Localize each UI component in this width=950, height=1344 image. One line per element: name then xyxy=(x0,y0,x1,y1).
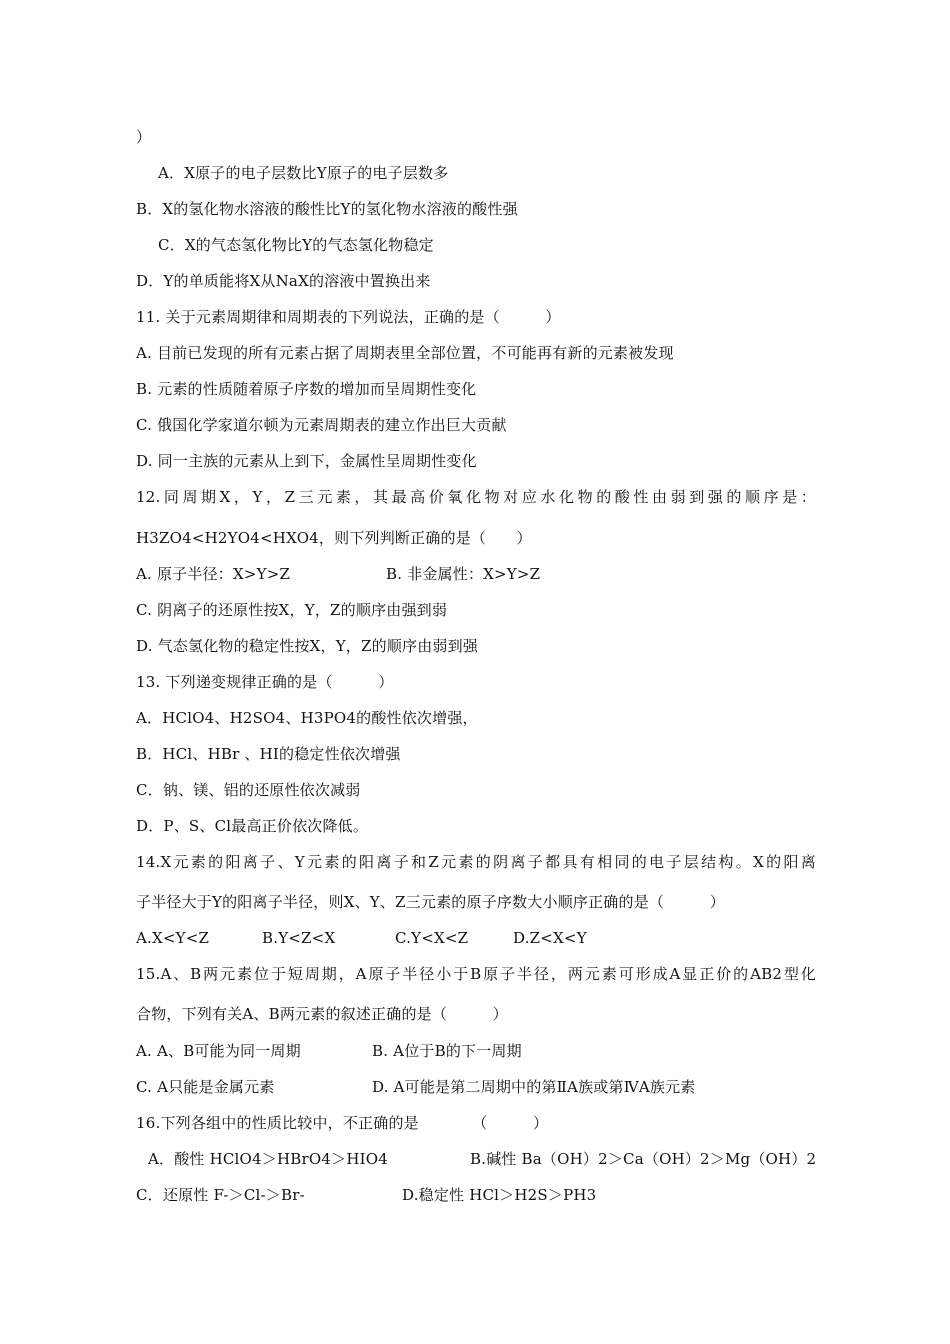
question-15-stem-line1: 15.A、B两元素位于短周期，A原子半径小于B原子半径，两元素可形成A显正价的AB2型化 xyxy=(136,965,816,983)
question-10-tail: ） xyxy=(136,128,152,146)
question-16-option-d: D.稳定性 HCl＞H2S＞PH3 xyxy=(402,1186,597,1204)
question-10-option-d: D．Y的单质能将X从NaX的溶液中置换出来 xyxy=(136,272,431,290)
question-12-stem-line2: H3ZO4<H2YO4<HXO4，则下列判断正确的是（ ） xyxy=(136,529,532,547)
question-11-stem: 11. 关于元素周期律和周期表的下列说法，正确的是（ ） xyxy=(136,308,561,326)
question-11-option-c: C. 俄国化学家道尔顿为元素周期表的建立作出巨大贡献 xyxy=(136,416,507,434)
question-16-option-a: A．酸性 HClO4＞HBrO4＞HIO4 xyxy=(148,1150,388,1168)
question-12-option-a: A. 原子半径：X>Y>Z xyxy=(136,565,291,583)
question-13-option-c: C．钠、镁、铝的还原性依次减弱 xyxy=(136,781,361,799)
question-16-stem: 16.下列各组中的性质比较中，不正确的是 （ ） xyxy=(136,1114,549,1132)
question-13-stem: 13. 下列递变规律正确的是（ ） xyxy=(136,673,394,691)
question-12-option-b: B. 非金属性：X>Y>Z xyxy=(386,565,541,583)
question-14-option-d: D.Z<X<Y xyxy=(513,929,587,947)
question-10-option-c: C．X的气态氢化物比Y的气态氢化物稳定 xyxy=(158,236,434,254)
question-16-option-b: B.碱性 Ba（OH）2＞Ca（OH）2＞Mg（OH）2 xyxy=(470,1150,817,1168)
question-14-option-b: B.Y<Z<X xyxy=(262,929,336,947)
question-16-option-c: C．还原性 F-＞Cl-＞Br- xyxy=(136,1186,305,1204)
question-14-option-c: C.Y<X<Z xyxy=(395,929,469,947)
question-12-option-c: C. 阴离子的还原性按X，Y，Z的顺序由强到弱 xyxy=(136,601,448,619)
question-10-option-b: B．X的氢化物水溶液的酸性比Y的氢化物水溶液的酸性强 xyxy=(136,200,518,218)
question-11-option-b: B. 元素的性质随着原子序数的增加而呈周期性变化 xyxy=(136,380,477,398)
question-13-option-b: B．HCl、HBr 、HI的稳定性依次增强 xyxy=(136,745,401,763)
question-11-option-d: D. 同一主族的元素从上到下，金属性呈周期性变化 xyxy=(136,452,477,470)
question-15-stem-line2: 合物，下列有关A、B两元素的叙述正确的是（ ） xyxy=(136,1005,508,1023)
question-15-option-d: D. A可能是第二周期中的第ⅡA族或第ⅣA族元素 xyxy=(372,1078,696,1096)
question-12-stem-line1: 12.同周期X，Y，Z三元素，其最高价氧化物对应水化物的酸性由弱到强的顺序是： xyxy=(136,488,816,506)
question-15-option-b: B. A位于B的下一周期 xyxy=(372,1042,522,1060)
question-15-option-c: C. A只能是金属元素 xyxy=(136,1078,275,1096)
question-14-stem-line2: 子半径大于Y的阳离子半径，则X、Y、Z三元素的原子序数大小顺序正确的是（ ） xyxy=(136,893,725,911)
question-14-stem-line1: 14.X元素的阳离子、Y元素的阳离子和Z元素的阴离子都具有相同的电子层结构。X的阳离 xyxy=(136,853,816,871)
question-13-option-d: D．P、S、Cl最高正价依次降低。 xyxy=(136,817,369,835)
question-10-option-a: A．X原子的电子层数比Y原子的电子层数多 xyxy=(158,164,449,182)
question-11-option-a: A. 目前已发现的所有元素占据了周期表里全部位置，不可能再有新的元素被发现 xyxy=(136,344,674,362)
question-12-option-d: D. 气态氢化物的稳定性按X，Y，Z的顺序由弱到强 xyxy=(136,637,479,655)
question-15-option-a: A. A、B可能为同一周期 xyxy=(136,1042,301,1060)
question-13-option-a: A．HClO4、H2SO4、H3PO4的酸性依次增强， xyxy=(136,709,478,727)
question-14-option-a: A.X<Y<Z xyxy=(136,929,210,947)
